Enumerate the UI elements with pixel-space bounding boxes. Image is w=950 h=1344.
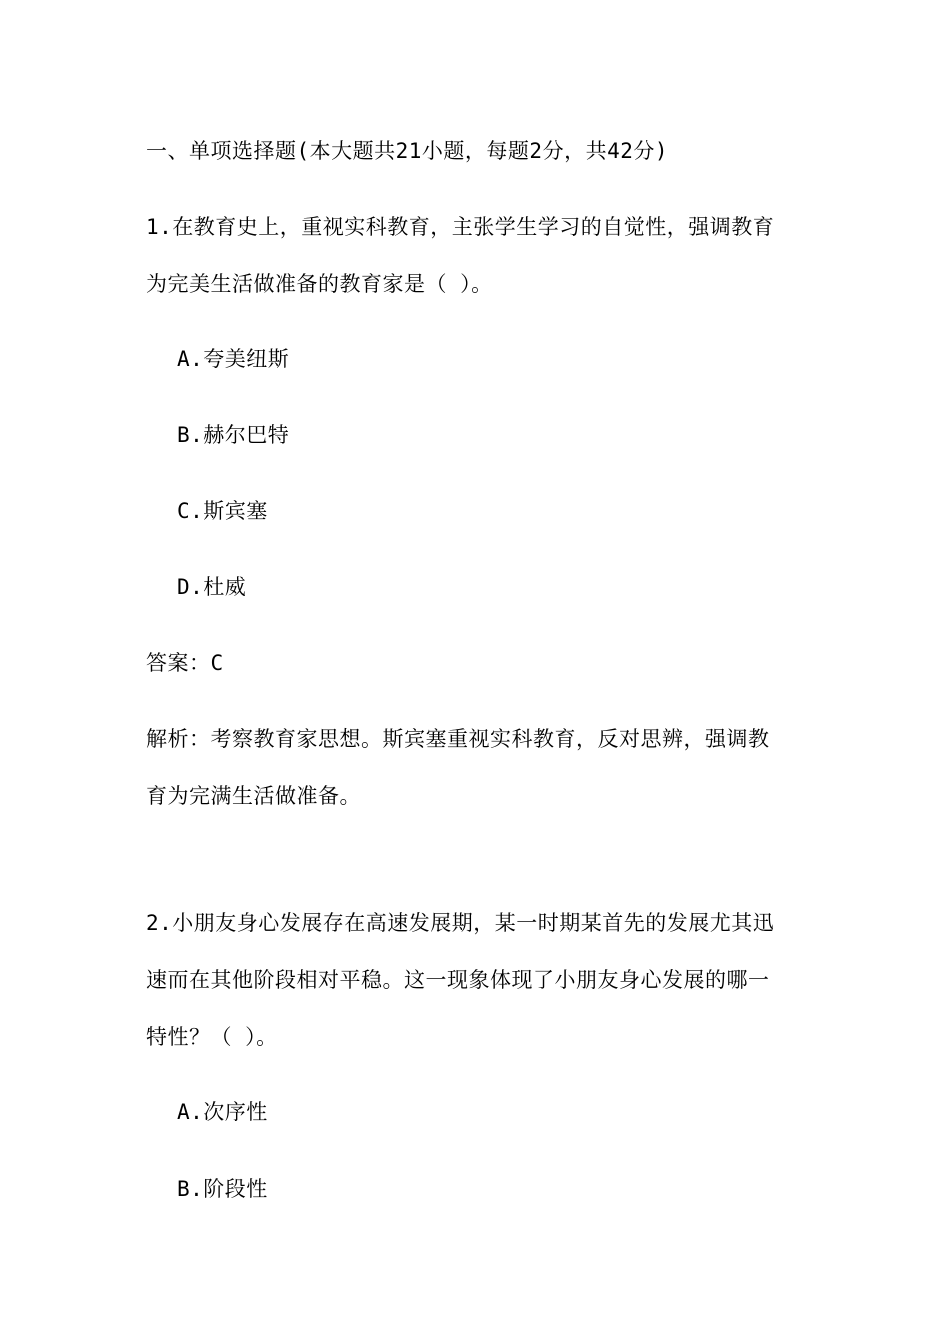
option-a: A.次序性 (177, 1100, 268, 1124)
option-b: B.阶段性 (177, 1177, 268, 1201)
answer-line: 答案：C (146, 651, 224, 675)
question-stem-line: 速而在其他阶段相对平稳。这一现象体现了小朋友身心发展的哪一 (146, 968, 770, 992)
question-stem-line: 为完美生活做准备的教育家是（ ）。 (146, 272, 493, 296)
option-c: C.斯宾塞 (177, 499, 268, 523)
analysis-line: 解析：考察教育家思想。斯宾塞重视实科教育，反对思辨，强调教 (146, 727, 770, 751)
question-stem-line: 1.在教育史上，重视实科教育，主张学生学习的自觉性，强调教育 (146, 215, 775, 239)
analysis-line: 育为完满生活做准备。 (146, 784, 361, 808)
option-a: A.夸美纽斯 (177, 347, 290, 371)
question-stem-line: 2.小朋友身心发展存在高速发展期，某一时期某首先的发展尤其迅 (146, 911, 775, 935)
option-b: B.赫尔巴特 (177, 423, 290, 447)
option-d: D.杜威 (177, 575, 247, 599)
question-stem-line: 特性？（ ）。 (146, 1025, 278, 1049)
section-title: 一、单项选择题(本大题共21小题，每题2分，共42分) (146, 139, 668, 163)
